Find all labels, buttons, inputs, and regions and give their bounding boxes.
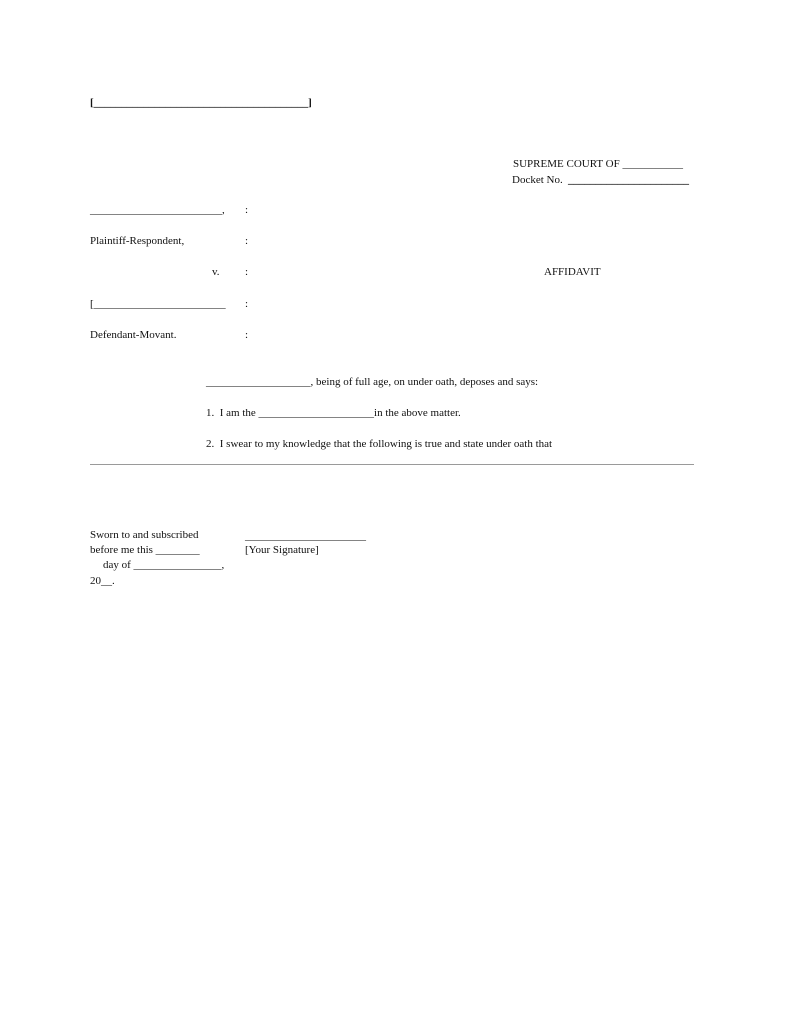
plaintiff-role-label: Plaintiff-Respondent, xyxy=(90,235,185,247)
defendant-role-label: Defendant-Movant. xyxy=(90,329,177,341)
statement-blank-line xyxy=(90,464,694,465)
defendant-name-blank: [________________________ xyxy=(90,298,226,310)
docket-number-blank: ______________________ xyxy=(568,174,689,186)
document-title: AFFIDAVIT xyxy=(544,266,601,278)
jurat-line-4: 20__. xyxy=(90,575,115,587)
statement-item-2: 2. I swear to my knowledge that the following is true and state under oath that xyxy=(206,438,553,450)
caption-separator: : xyxy=(245,266,249,278)
court-name-line: SUPREME COURT OF ___________ xyxy=(513,158,683,170)
versus-label: v. xyxy=(212,266,220,278)
caption-separator: : xyxy=(245,329,249,341)
caption-separator: : xyxy=(245,204,249,216)
plaintiff-name-blank: ________________________, xyxy=(90,204,225,216)
affiant-intro: ___________________, being of full age, on under oath, deposes and says: xyxy=(206,376,539,388)
jurat-line-1: Sworn to and subscribed xyxy=(90,529,199,541)
signature-line: ______________________ xyxy=(245,530,366,542)
statement-item-1: 1. I am the _____________________in the above matter. xyxy=(206,407,461,419)
caption-separator: : xyxy=(245,235,249,247)
jurat-line-3: day of ________________, xyxy=(103,559,225,571)
caption-separator: : xyxy=(245,298,249,310)
docket-label: Docket No. xyxy=(512,174,563,186)
signature-label: [Your Signature] xyxy=(245,544,319,556)
attorney-info-line: [_______________________________________] xyxy=(90,97,312,109)
jurat-line-2: before me this ________ xyxy=(90,544,200,556)
